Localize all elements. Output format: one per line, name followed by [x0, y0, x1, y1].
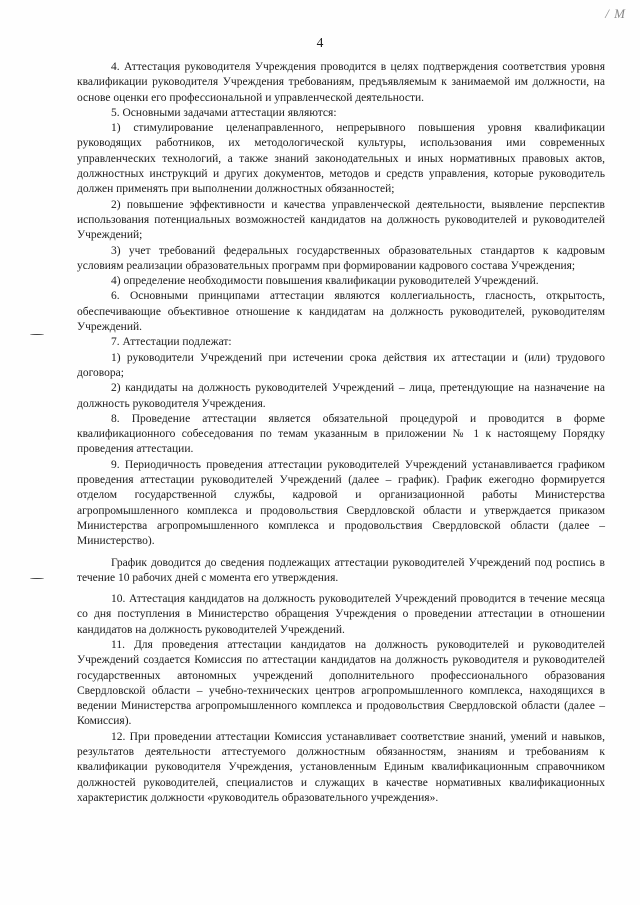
paragraph-9-schedule: График доводится до сведения подлежащих аттестации руководителей Учреждений под роспись в течение 10 рабочих дней с момента его утверждения.	[77, 556, 605, 584]
paragraph-5-3: 3) учет требований федеральных государственных образовательных стандартов к кадровым условиям реализации образовательных программ при формировании кадрового состава Учреждения;	[77, 244, 605, 272]
paragraph-9: 9. Периодичность проведения аттестации руководителей Учреждений устанавливается графиком проведения аттестации руководителей Учреждений (далее – график). График ежегодно формируется отделом государственной службы, кадровой и организационной работы Министерства агропромышленного комплекса и продовольствия Свердловской области и утверждается приказом Министерства агропромышленного комплекса и продовольствия Свердловской области (далее – Министерство).	[77, 458, 605, 548]
paragraph-8: 8. Проведение аттестации является обязательной процедурой и проводится в форме квалификационного собеседования по темам указанным в приложении № 1 к настоящему Порядку проведения аттестации.	[77, 412, 605, 456]
paragraph-5-2: 2) повышение эффективности и качества управленческой деятельности, выявление перспектив использования потенциальных возможностей кандидатов на должность руководителей и руководителей Учреждений;	[77, 198, 605, 242]
paragraph-4: 4. Аттестация руководителя Учреждения проводится в целях подтверждения соответствия уровня квалификации руководителя Учреждения требованиям, предъявляемым к занимаемой им должности, на основе оценки его профессиональной и управленческой деятельности.	[77, 61, 605, 104]
paragraph-6: 6. Основными принципами аттестации являются коллегиальность, гласность, открытость, обеспечивающие объективное отношение к кандидатам на должность руководителей, руководителям Учреждений.	[77, 290, 605, 334]
paragraph-5-4: 4) определение необходимости повышения квалификации руководителей Учреждений.	[111, 275, 539, 288]
paragraph-7-2: 2) кандидаты на должность руководителей Учреждений – лица, претендующие на назначение на должность руководителя Учреждения.	[77, 382, 605, 410]
margin-punch-mark	[30, 578, 44, 579]
paragraph-10: 10. Аттестация кандидатов на должность руководителей Учреждений проводится в течение месяца со дня поступления в Министерство обращения Учреждения о проведении аттестации в отношении кандидатов на должность руководителей Учреждений.	[77, 593, 605, 636]
paragraph-5-1: 1) стимулирование целенаправленного, непрерывного повышения уровня квалификации руководящих работников, их методологической культуры, использования ими современных управленческих технологий, а также знаний законодательных и иных нормативных правовых актов, должностных инструкций и других документов, методов и средств управления, которые руководитель должен применять при выполнении должностных обязанностей;	[77, 122, 605, 196]
margin-punch-mark	[30, 334, 44, 335]
paragraph-7-1: 1) руководители Учреждений при истечении срока действия их аттестации и (или) трудового договора;	[77, 351, 605, 379]
page-number: 4	[316, 35, 324, 50]
paragraph-5: 5. Основными задачами аттестации являются:	[111, 106, 337, 119]
paragraph-7: 7. Аттестации подлежат:	[111, 336, 232, 349]
document-body	[77, 60, 605, 806]
corner-handwritten-mark: / M	[605, 6, 626, 21]
paragraph-11: 11. Для проведения аттестации кандидатов на должность руководителей и руководителей Учреждений создается Комиссия по аттестации кандидатов на должность руководителя и руководителей государственных автономных учреждений дополнительного профессионального образования Свердловской области – учебно-технических центров агропромышленного комплекса, находящихся в ведении Министерства агропромышленного комплекса и продовольствия Свердловской области (далее – Комиссия).	[77, 638, 605, 728]
paragraph-12: 12. При проведении аттестации Комиссия устанавливает соответствие знаний, умений и навыков, результатов деятельности аттестуемого должностным обязанностям, знаниям и требованиям к квалификации руководителя Учреждения, установленным Единым квалификационным справочником должностей руководителей, специалистов и служащих в качестве нормативных квалификационных характеристик должности «руководитель образовательного учреждения».	[77, 730, 605, 804]
